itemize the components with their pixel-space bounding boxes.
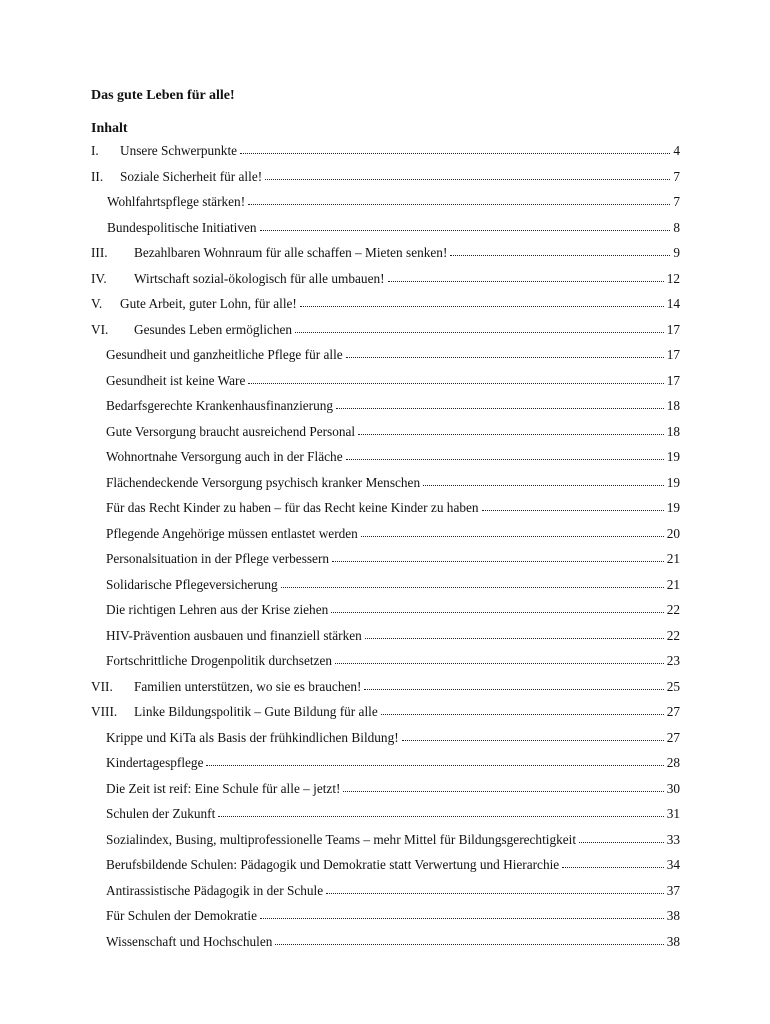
toc-entry-title: Unsere Schwerpunkte	[120, 143, 238, 158]
toc-dot-leader	[381, 704, 664, 715]
toc-dot-leader	[562, 857, 663, 868]
toc-entry[interactable]	[106, 447, 680, 467]
toc-dot-leader	[365, 628, 664, 639]
toc-entry[interactable]	[106, 830, 680, 850]
toc-entry-title: Bedarfsgerechte Krankenhausfinanzierung	[106, 398, 334, 413]
toc-dot-leader	[248, 194, 670, 205]
toc-entry-title: Für Schulen der Demokratie	[106, 908, 258, 923]
toc-entry[interactable]	[106, 345, 680, 365]
toc-entry-title: Fortschrittliche Drogenpolitik durchsetzen	[106, 653, 332, 668]
toc-entry-page: 12	[666, 270, 680, 286]
toc-dot-leader	[361, 526, 664, 537]
toc-entry-title: Gesundheit und ganzheitliche Pflege für alle	[106, 347, 343, 362]
toc-entry-title: Linke Bildungspolitik – Gute Bildung für alle	[134, 704, 378, 719]
toc-entry[interactable]	[91, 269, 680, 289]
toc-entry-title: Soziale Sicherheit für alle!	[120, 168, 263, 184]
toc-entry-page: 34	[666, 857, 680, 872]
toc-entry-title: Sozialindex, Busing, multiprofessionelle Teams – mehr Mittel für Bildungsgerechtigkeit	[106, 831, 577, 847]
toc-dot-leader	[260, 908, 664, 919]
toc-entry-number: VII.	[91, 678, 113, 694]
toc-entry-number: II.	[91, 168, 104, 184]
toc-entry-number: V.	[91, 296, 103, 311]
toc-entry[interactable]	[91, 167, 680, 187]
toc-entry-page: 4	[673, 143, 680, 158]
toc-entry[interactable]	[106, 575, 680, 595]
toc-entry-page: 19	[666, 500, 680, 515]
toc-entry-title: Krippe und KiTa als Basis der frühkindlichen Bildung!	[106, 729, 399, 745]
toc-heading: Inhalt	[91, 121, 128, 136]
toc-dot-leader	[364, 679, 663, 690]
toc-dot-leader	[295, 322, 664, 333]
toc-entry-page: 19	[666, 474, 680, 490]
toc-entry-title: Gesundes Leben ermöglichen	[134, 321, 293, 337]
toc-dot-leader	[218, 806, 663, 817]
toc-dot-leader	[423, 475, 664, 486]
toc-entry[interactable]	[106, 932, 680, 952]
toc-dot-leader	[402, 730, 664, 741]
toc-entry[interactable]	[106, 600, 680, 620]
toc-entry-page: 19	[666, 449, 680, 464]
toc-entry-page: 38	[666, 908, 680, 923]
toc-entry-page: 23	[666, 653, 680, 668]
toc-entry[interactable]	[91, 294, 680, 314]
toc-entry[interactable]	[106, 906, 680, 926]
toc-entry-page: 28	[666, 755, 680, 770]
toc-entry-page: 27	[666, 704, 680, 719]
toc-entry-title: Pflegende Angehörige müssen entlastet werden	[106, 525, 358, 541]
toc-entry[interactable]	[106, 753, 680, 773]
toc-entry-title: Familien unterstützen, wo sie es brauchen!	[134, 678, 362, 694]
toc-entry-title: Wissenschaft und Hochschulen	[106, 933, 273, 949]
toc-entry-title: Bundespolitische Initiativen	[107, 219, 257, 235]
toc-entry-title: Personalsituation in der Pflege verbessern	[106, 551, 330, 566]
toc-entry-page: 38	[666, 933, 680, 949]
toc-entry-title: Für das Recht Kinder zu haben – für das Recht keine Kinder zu haben	[106, 500, 479, 515]
toc-entry-title: Berufsbildende Schulen: Pädagogik und Demokratie statt Verwertung und Hierarchie	[106, 857, 560, 872]
toc-dot-leader	[388, 271, 664, 282]
toc-entry[interactable]	[106, 473, 680, 493]
toc-entry-number: IV.	[91, 270, 107, 286]
toc-entry-title: Kindertagespflege	[106, 755, 204, 770]
toc-entry-title: Solidarische Pflegeversicherung	[106, 576, 278, 592]
toc-dot-leader	[275, 934, 663, 945]
toc-entry-page: 7	[673, 194, 680, 209]
toc-dot-leader	[346, 449, 664, 460]
toc-entry-number: VI.	[91, 321, 109, 337]
toc-entry-page: 33	[666, 831, 680, 847]
toc-dot-leader	[579, 832, 664, 843]
toc-dot-leader	[240, 143, 670, 154]
toc-entry[interactable]	[107, 192, 680, 212]
toc-entry-title: Wirtschaft sozial-ökologisch für alle umbauen!	[134, 270, 385, 286]
toc-entry-page: 17	[666, 372, 680, 388]
toc-entry[interactable]	[91, 702, 680, 722]
toc-dot-leader	[300, 296, 664, 307]
toc-entry-number: VIII.	[91, 704, 118, 719]
toc-dot-leader	[332, 551, 664, 562]
toc-entry[interactable]	[106, 524, 680, 544]
toc-entry-page: 25	[666, 678, 680, 694]
toc-entry-page: 37	[666, 882, 680, 898]
toc-entry[interactable]	[106, 371, 680, 391]
toc-entry[interactable]	[107, 218, 680, 238]
toc-dot-leader	[482, 500, 664, 511]
toc-entry-title: Gute Arbeit, guter Lohn, für alle!	[120, 296, 297, 311]
toc-entry-page: 17	[666, 321, 680, 337]
toc-entry-page: 20	[666, 525, 680, 541]
toc-entry[interactable]	[106, 728, 680, 748]
toc-entry-number: I.	[91, 143, 99, 158]
toc-entry-title: Antirassistische Pädagogik in der Schule	[106, 882, 324, 898]
toc-entry[interactable]	[91, 677, 680, 697]
toc-entry[interactable]	[106, 779, 680, 799]
toc-entry-page: 18	[666, 398, 680, 413]
toc-entry[interactable]	[91, 141, 680, 161]
toc-entry[interactable]	[106, 804, 680, 824]
toc-entry-page: 14	[666, 296, 680, 311]
toc-entry-page: 18	[666, 423, 680, 439]
toc-entry[interactable]	[91, 320, 680, 340]
toc-entry-page: 27	[666, 729, 680, 745]
document-title: Das gute Leben für alle!	[91, 88, 235, 103]
toc-entry-title: HIV-Prävention ausbauen und finanziell stärken	[106, 627, 362, 643]
toc-dot-leader	[335, 653, 664, 664]
toc-dot-leader	[450, 245, 670, 256]
toc-entry-page: 7	[673, 168, 680, 184]
toc-dot-leader	[206, 755, 663, 766]
toc-entry[interactable]	[91, 243, 680, 263]
toc-entry-page: 8	[673, 219, 680, 235]
toc-entry-number: III.	[91, 245, 108, 260]
toc-entry-page: 21	[666, 551, 680, 566]
toc-entry-title: Wohnortnahe Versorgung auch in der Fläche	[106, 449, 343, 464]
toc-entry-title: Flächendeckende Versorgung psychisch kranker Menschen	[106, 474, 421, 490]
toc-entry[interactable]	[106, 422, 680, 442]
toc-entry[interactable]	[106, 855, 680, 875]
toc-entry-title: Schulen der Zukunft	[106, 806, 216, 821]
toc-dot-leader	[343, 781, 663, 792]
toc-entry[interactable]	[106, 498, 680, 518]
toc-entry-page: 17	[666, 347, 680, 362]
toc-entry-title: Die Zeit ist reif: Eine Schule für alle – jetzt!	[106, 780, 341, 796]
toc-dot-leader	[326, 883, 664, 894]
toc-entry-page: 22	[666, 627, 680, 643]
toc-dot-leader	[281, 577, 664, 588]
toc-dot-leader	[358, 424, 664, 435]
toc-entry-title: Gesundheit ist keine Ware	[106, 372, 246, 388]
toc-dot-leader	[331, 602, 663, 613]
toc-entry[interactable]	[106, 549, 680, 569]
toc-entry-title: Die richtigen Lehren aus der Krise ziehen	[106, 602, 329, 617]
toc-dot-leader	[260, 220, 671, 231]
toc-entry-title: Wohlfahrtspflege stärken!	[107, 194, 246, 209]
toc-dot-leader	[346, 347, 664, 358]
toc-dot-leader	[248, 373, 663, 384]
toc-entry[interactable]	[106, 396, 680, 416]
toc-entry-page: 31	[666, 806, 680, 821]
toc-entry-page: 22	[666, 602, 680, 617]
toc-entry[interactable]	[106, 881, 680, 901]
toc-dot-leader	[265, 169, 670, 180]
toc-entry[interactable]	[106, 626, 680, 646]
toc-entry-page: 21	[666, 576, 680, 592]
toc-entry[interactable]	[106, 651, 680, 671]
toc-entry-page: 9	[673, 245, 680, 260]
toc-entry-title: Bezahlbaren Wohnraum für alle schaffen – Mieten senken!	[134, 245, 448, 260]
toc-entry-title: Gute Versorgung braucht ausreichend Personal	[106, 423, 356, 439]
toc-entry-page: 30	[666, 780, 680, 796]
toc-dot-leader	[336, 398, 664, 409]
